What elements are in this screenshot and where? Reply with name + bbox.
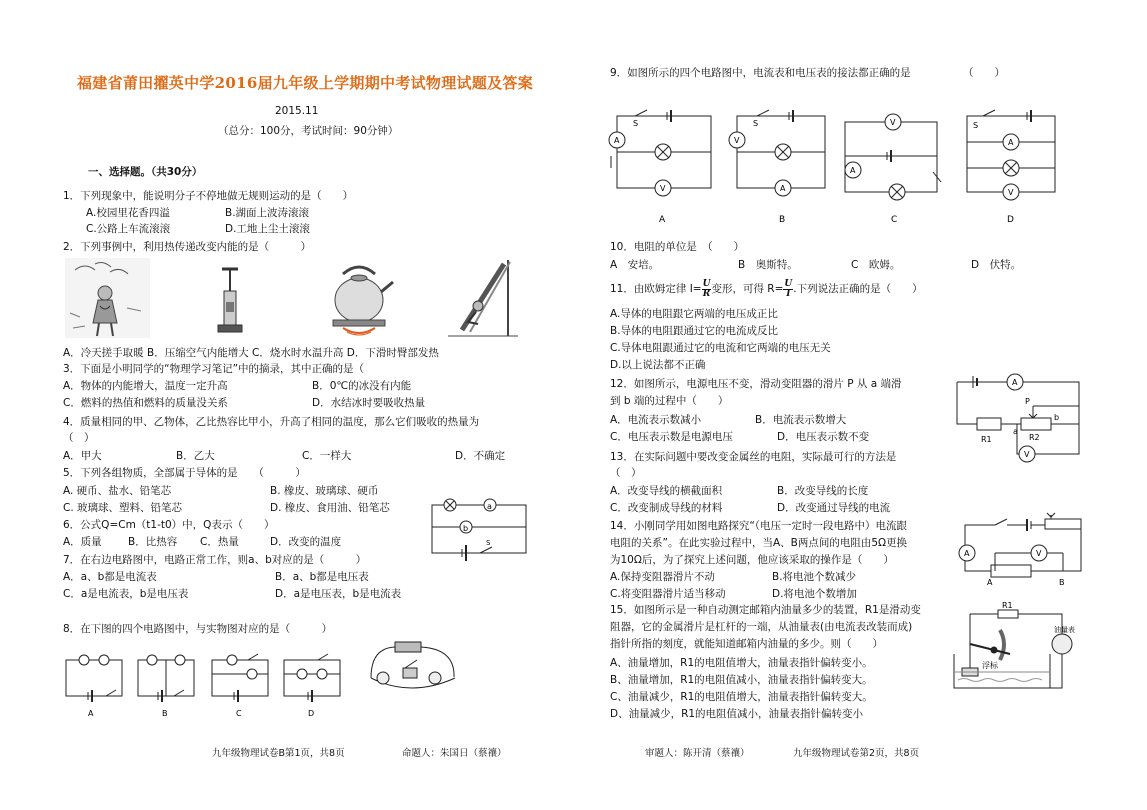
right-page <box>575 0 1147 810</box>
q3-option-b: B．0℃的冰没有内能 <box>312 380 412 392</box>
q1-option-a: A.校园里花香四溢 <box>86 207 170 219</box>
q3-option-c: C．燃料的热值和燃料的质量没关系 <box>63 397 228 409</box>
q9-a-ammeter: A <box>614 136 620 145</box>
q14-fig-ammeter: A <box>964 549 970 558</box>
q9-label-a: A <box>659 215 666 225</box>
q9-label-d: D <box>1007 215 1014 225</box>
left-footer-author: 命题人：朱国日（蔡禳） <box>402 748 507 759</box>
q14-stem-line2: 电阻的关系”。在此实验过程中，当A、B两点间的电阻由5Ω更换 <box>610 537 908 549</box>
q3-option-a: A．物体的内能增大，温度一定升高 <box>63 380 228 392</box>
q14-circuit-diagram <box>955 505 1085 585</box>
q7-option-b: B．a、b都是电压表 <box>275 571 369 583</box>
q7-stem: 7．在右边电路图中，电路正常工作，则a、b对应的是（ ） <box>63 554 367 566</box>
q12-option-a: A．电流表示数减小 <box>610 414 702 426</box>
q15-stem-line2: 阻器，它的金属滑片是杠杆的一端，从油量表(由电流表改装而成) <box>610 621 913 633</box>
q5-option-c: C. 玻璃球、塑料、铅笔芯 <box>63 502 183 514</box>
q7-option-a: A．a、b都是电流表 <box>63 571 157 583</box>
q11-mid: 变形，可得 R= <box>711 283 784 295</box>
q5-option-a: A. 硬币、盐水、铅笔芯 <box>63 485 172 497</box>
q2-stem: 2．下列事例中，利用热传递改变内能的是（ ） <box>63 241 312 253</box>
q9-circuit-options <box>607 108 1077 228</box>
cold-hands-illustration <box>65 258 150 338</box>
q7-option-c: C．a是电流表，b是电压表 <box>63 588 189 600</box>
q12-option-c: C．电压表示数是电源电压 <box>610 431 733 443</box>
left-footer-page: 九年级物理试卷B第1页，共8页 <box>212 748 345 759</box>
q8-circuit-options <box>62 650 362 720</box>
right-footer-reviewer: 审题人：陈开清（蔡禳） <box>645 748 750 759</box>
q9-c-voltmeter: V <box>890 118 896 127</box>
q9-b-ammeter: A <box>780 184 786 193</box>
q9-label-b: B <box>779 215 786 225</box>
q10-option-d: D 伏特。 <box>971 259 1022 271</box>
q9-label-c: C <box>891 215 898 225</box>
q12-fig-r1: R1 <box>981 435 992 444</box>
q12-fig-p: P <box>1025 397 1030 406</box>
q15-option-b: B、油量增加，R1的电阻值减小，油量表指针偏转变大。 <box>610 674 873 686</box>
q15-stem-line3: 指针所指的刻度，就能知道邮箱内油量的多少。则（ ） <box>610 638 883 650</box>
q14-fig-b: B <box>1059 578 1065 587</box>
q8-physical-circuit <box>365 638 460 696</box>
q7-fig-b-label: b <box>463 524 469 533</box>
q13-option-c: C．改变制成导线的材料 <box>610 502 723 514</box>
q14-option-c: C.将变阻器滑片适当移动 <box>610 588 726 600</box>
q12-fig-a: a <box>1013 427 1018 436</box>
q5-stem: 5．下列各组物质，全部属于导体的是 （ ） <box>63 467 306 479</box>
q1-option-d: D.工地上尘土滚滚 <box>225 223 310 235</box>
q1-option-b: B.湖面上波涛滚滚 <box>225 207 310 219</box>
q9-d-switch: S <box>973 121 979 130</box>
q8-label-a: A <box>88 709 94 718</box>
q8-stem: 8．在下图的四个电路图中，与实物图对应的是（ ） <box>63 623 333 635</box>
q6-option-a: A．质量 <box>63 536 102 548</box>
q11-post: .下列说法正确的是（ ） <box>793 283 923 295</box>
q12-fig-ammeter: A <box>1012 378 1018 387</box>
q14-fig-a: A <box>987 578 993 587</box>
q11-fraction-1 <box>702 280 712 299</box>
q13-option-a: A．改变导线的横截面积 <box>610 485 723 497</box>
slide-illustration <box>448 258 518 338</box>
q9-d-ammeter: A <box>1008 138 1014 147</box>
air-pump-illustration <box>210 266 250 336</box>
q15-option-a: A、油量增加，R1的电阻值增大，油量表指针偏转变小。 <box>610 657 873 669</box>
q9-d-voltmeter: V <box>1008 188 1014 197</box>
q11-stem <box>610 278 923 300</box>
q12-fig-voltmeter: V <box>1024 450 1030 459</box>
kettle-illustration <box>325 258 395 338</box>
q12-fig-b: b <box>1054 413 1060 422</box>
q4-option-c: C．一样大 <box>302 450 352 462</box>
q1-stem: 1．下列现象中，能说明分子不停地做无规则运动的是（ ） <box>63 190 354 202</box>
q14-option-d: D.将电池个数增加 <box>772 588 857 600</box>
q4-option-b: B．乙大 <box>176 450 215 462</box>
q12-circuit-diagram <box>955 372 1085 467</box>
q10-option-c: C 欧姆。 <box>851 259 901 271</box>
section-heading: 一、选择题。（共30分） <box>88 166 203 178</box>
q13-stem: 13．在实际问题中要改变金属丝的电阻，实际最可行的方法是 <box>610 451 897 463</box>
q6-option-b: B．比热容 <box>128 536 178 548</box>
q4-option-a: A．甲大 <box>63 450 102 462</box>
q7-fig-s-label: S <box>486 539 491 547</box>
q9-paren: （ ） <box>963 67 1005 79</box>
q9-stem: 9．如图所示的四个电路图中，电流表和电压表的接法都正确的是 <box>610 67 911 79</box>
q11-f2-den: I <box>786 288 791 299</box>
q14-option-b: B.将电池个数减少 <box>772 571 857 583</box>
q11-f2-num: U <box>784 278 793 289</box>
q11-pre: 11．由欧姆定律 I= <box>610 283 702 295</box>
q15-option-d: D、油量减少，R1的电阻值减小，油量表指针偏转变小 <box>610 708 864 720</box>
q8-label-b: B <box>162 709 168 718</box>
q1-option-c: C.公路上车流滚滚 <box>86 223 171 235</box>
q9-a-voltmeter: V <box>660 184 666 193</box>
q4-paren: （ ） <box>63 432 95 444</box>
q15-stem-line1: 15．如图所示是一种自动测定邮箱内油量多少的装置，R1是滑动变 <box>610 604 921 616</box>
q8-label-d: D <box>308 709 315 718</box>
q6-stem: 6．公式Q=Cm（t1-t0）中，Q表示（ ） <box>63 519 275 531</box>
exam-meta: （总分：100分，考试时间：90分钟） <box>218 125 399 137</box>
q11-option-a: A.导体的电阻跟它两端的电压成正比 <box>610 308 778 320</box>
q11-fraction-2 <box>783 280 793 299</box>
q4-stem: 4．质量相同的甲、乙物体，乙比热容比甲小，升高了相同的温度，那么它们吸收的热量为 <box>63 416 480 428</box>
q15-fig-float: 浮标 <box>982 661 998 670</box>
q13-option-d: D．改变通过导线的电流 <box>777 502 891 514</box>
q11-option-b: B.导体的电阻跟通过它的电流成反比 <box>610 325 779 337</box>
q9-c-ammeter: A <box>850 166 856 175</box>
q9-b-voltmeter: V <box>734 136 740 145</box>
q4-option-d: D．不确定 <box>455 450 506 462</box>
q11-option-c: C.导体电阻跟通过它的电流和它两端的电压无关 <box>610 342 831 354</box>
q14-option-a: A.保持变阻器滑片不动 <box>610 571 715 583</box>
q3-option-d: D．水结冰时要吸收热量 <box>312 397 426 409</box>
q10-option-a: A 安培。 <box>610 259 660 271</box>
q12-fig-r2: R2 <box>1029 433 1040 442</box>
q9-b-switch: S <box>753 119 759 128</box>
q13-paren: （ ） <box>610 467 642 479</box>
q14-stem-line3: 为10Ω后，为了探究上述问题，他应该采取的操作是（ ） <box>610 554 894 566</box>
q6-option-c: C．热量 <box>200 536 239 548</box>
q15-fig-r1: R1 <box>1002 601 1013 610</box>
q11-f1-num: U <box>702 278 711 289</box>
q11-f1-den: R <box>702 288 711 299</box>
q12-option-d: D．电压表示数不变 <box>777 431 870 443</box>
q7-fig-a-label: a <box>487 502 492 511</box>
q15-fig-gauge: 油量表 <box>1054 626 1075 634</box>
exam-title: 福建省莆田擢英中学2016届九年级上学期期中考试物理试题及答案 <box>76 74 534 92</box>
q3-stem: 3．下面是小明同学的“物理学习笔记”中的摘录，其中正确的是（ <box>63 363 365 375</box>
q14-fig-voltmeter: V <box>1036 549 1042 558</box>
q5-option-b: B. 橡皮、玻璃球、硬币 <box>270 485 379 497</box>
exam-date: 2015.11 <box>275 105 319 117</box>
q7-circuit-diagram <box>430 495 530 557</box>
q10-stem: 10．电阻的单位是 （ ） <box>610 241 745 253</box>
q12-stem-line1: 12．如图所示，电源电压不变，滑动变阻器的滑片 P 从 a 端滑 <box>610 378 902 390</box>
q11-option-d: D.以上说法都不正确 <box>610 359 706 371</box>
q2-options: A．冷天搓手取暖 B．压缩空气内能增大 C．烧水时水温升高 D．下滑时臀部发热 <box>63 347 439 359</box>
right-footer-page: 九年级物理试卷第2页，共8页 <box>793 748 920 759</box>
q9-a-switch: S <box>633 119 639 128</box>
q12-option-b: B．电流表示数增大 <box>755 414 847 426</box>
q15-oil-gauge-diagram <box>950 601 1085 694</box>
q14-stem-line1: 14．小刚同学用如图电路探究“（电压一定时一段电路中）电流跟 <box>610 520 908 532</box>
q12-stem-line2: 到 b 端的过程中（ ） <box>610 395 729 407</box>
q5-option-d: D. 橡皮、食用油、铅笔芯 <box>270 502 390 514</box>
q8-label-c: C <box>236 709 242 718</box>
q10-option-b: B 奥斯特。 <box>738 259 798 271</box>
q6-option-d: D．改变的温度 <box>270 536 342 548</box>
q15-option-c: C、油量减少，R1的电阻值增大，油量表指针偏转变大。 <box>610 691 873 703</box>
q7-option-d: D．a是电压表，b是电流表 <box>275 588 402 600</box>
q13-option-b: B．改变导线的长度 <box>777 485 869 497</box>
